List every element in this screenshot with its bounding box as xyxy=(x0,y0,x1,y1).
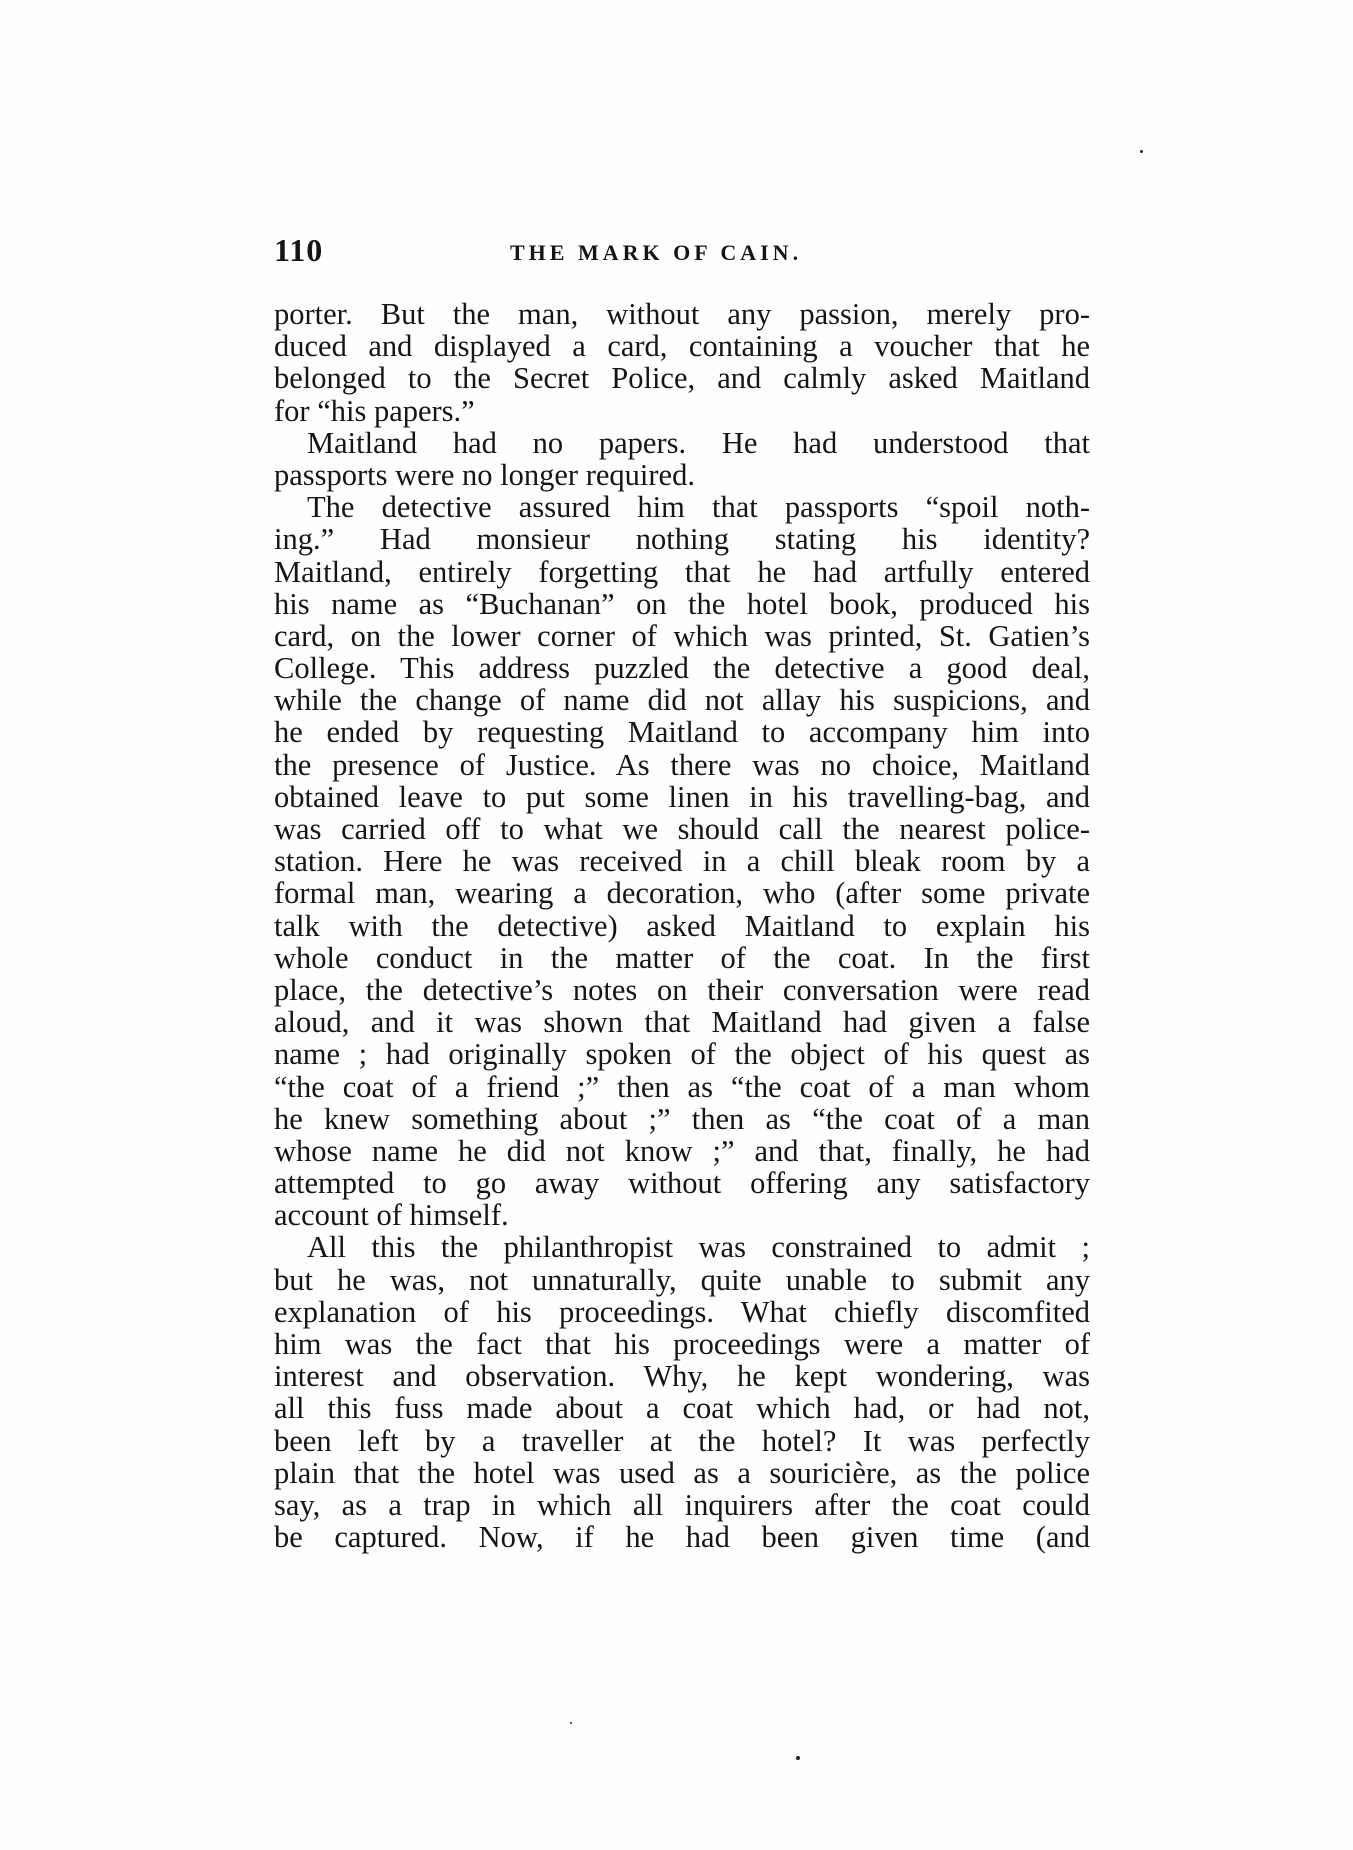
text-line: card, on the lower corner of which was printed, St. Gatien’s xyxy=(274,618,1090,653)
text-line: been left by a traveller at the hotel? It was perfectly xyxy=(274,1423,1090,1458)
text-line: say, as a trap in which all inquirers after the coat could xyxy=(274,1487,1090,1522)
text-line: he ended by requesting Maitland to accompany him into xyxy=(274,715,1090,750)
text-line: all this fuss made about a coat which had, or had not, xyxy=(274,1391,1090,1426)
text-line: name ; had originally spoken of the object of his quest as xyxy=(274,1037,1090,1072)
text-line: The detective assured him that passports “spoil noth- xyxy=(307,490,1090,525)
text-line: for “his papers.” xyxy=(274,393,475,428)
text-line: porter. But the man, without any passion, merely pro- xyxy=(274,297,1090,331)
text-line: station. Here he was received in a chill bleak room by a xyxy=(274,844,1090,879)
text-line: formal man, wearing a decoration, who (after some private xyxy=(274,876,1090,911)
text-line: ing.” Had monsieur nothing stating his identity? xyxy=(274,522,1090,557)
text-line: but he was, not unnaturally, quite unable to submit any xyxy=(274,1262,1090,1297)
text-line: whose name he did not know ;” and that, finally, he had xyxy=(274,1133,1090,1168)
text-line: was carried off to what we should call the nearest police- xyxy=(274,812,1090,846)
text-line: plain that the hotel was used as a souricière, as the police xyxy=(274,1455,1090,1490)
text-line: place, the detective’s notes on their conversation were read xyxy=(274,972,1090,1007)
body-text xyxy=(274,298,1090,1553)
text-line: College. This address puzzled the detective a good deal, xyxy=(274,651,1090,686)
text-line: be captured. Now, if he had been given time (and xyxy=(274,1520,1090,1555)
text-line: interest and observation. Why, he kept wondering, was xyxy=(274,1359,1090,1394)
text-line: him was the fact that his proceedings were a matter of xyxy=(274,1327,1090,1361)
text-line: duced and displayed a card, containing a voucher that he xyxy=(274,329,1090,364)
text-line: talk with the detective) asked Maitland to explain his xyxy=(274,908,1090,943)
text-line: his name as “Buchanan” on the hotel book, produced his xyxy=(274,586,1090,621)
text-line: Maitland, entirely forgetting that he had artfully entered xyxy=(274,554,1090,589)
text-line: obtained leave to put some linen in his travelling-bag, and xyxy=(274,779,1090,814)
text-line: passports were no longer required. xyxy=(274,457,695,492)
text-line: he knew something about ;” then as “the coat of a man xyxy=(274,1101,1090,1136)
text-line: account of himself. xyxy=(274,1198,509,1233)
text-line: whole conduct in the matter of the coat. In the first xyxy=(274,940,1090,975)
text-line: All this the philanthropist was constrained to admit ; xyxy=(307,1230,1090,1265)
text-line: explanation of his proceedings. What chiefly discomfited xyxy=(274,1294,1090,1329)
ink-speck xyxy=(796,1756,800,1760)
text-line: while the change of name did not allay his suspicions, and xyxy=(274,683,1090,718)
page-number: 110 xyxy=(274,232,324,268)
running-title: THE MARK OF CAIN. xyxy=(510,240,803,265)
text-line: aloud, and it was shown that Maitland had given a false xyxy=(274,1005,1090,1040)
text-line: attempted to go away without offering any satisfactory xyxy=(274,1166,1090,1201)
text-line: Maitland had no papers. He had understood that xyxy=(307,425,1090,460)
text-line: belonged to the Secret Police, and calmly asked Maitland xyxy=(274,361,1090,396)
ink-speck xyxy=(570,1722,572,1724)
text-line: “the coat of a friend ;” then as “the coat of a man whom xyxy=(274,1069,1090,1104)
running-head xyxy=(274,232,1094,282)
text-line: the presence of Justice. As there was no choice, Maitland xyxy=(274,747,1090,782)
ink-speck xyxy=(1140,150,1143,153)
